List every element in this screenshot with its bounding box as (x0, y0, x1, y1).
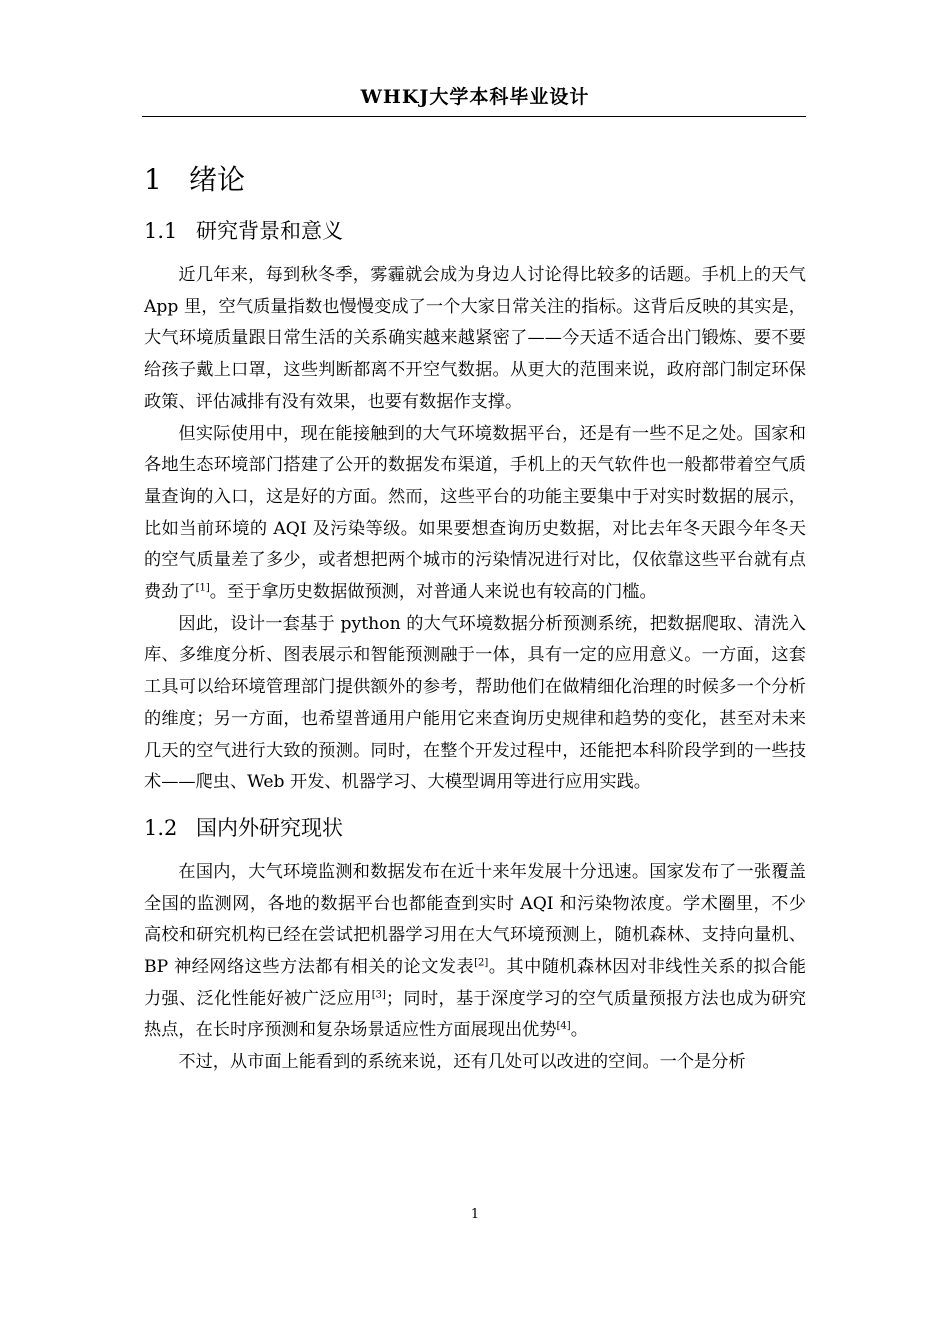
section-title: 国内外研究现状 (196, 815, 343, 840)
paragraph-text: 但实际使用中，现在能接触到的大气环境数据平台，还是有一些不足之处。国家和各地生态环境部门搭建了公开的数据发布渠道，手机上的天气软件也一般都带着空气质量查询的入口，这是好的方面。然而，这些平台的功能主要集中于对实时数据的展示，比如当前环境的 AQI 及污染等级。如果要想查询历史数据，对比去年冬天跟今年冬天的空气质量差了多少，或者想把两个城市的污染情况进行对比，仅依靠这些平台就有点费劲了 (144, 423, 806, 603)
citation-ref: [1] (195, 582, 210, 594)
citation-ref: [3] (371, 989, 386, 1001)
running-header: WHKJ大学本科毕业设计 (360, 86, 590, 108)
chapter-number: 1 (144, 163, 162, 196)
section-number: 1.2 (144, 815, 178, 840)
paragraph-text: 。其中随机森林因对非线性关系的拟合能力强、泛化性能好被广泛应用 (144, 957, 806, 1009)
section-heading-1-2 (144, 811, 806, 845)
chapter-title: 绪论 (189, 163, 246, 196)
page-number: 1 (470, 1207, 480, 1222)
citation-ref: [2] (474, 957, 489, 969)
paragraph-background: 近几年来，每到秋冬季，雾霾就会成为身边人讨论得比较多的话题。手机上的天气 App 里，空气质量指数也慢慢变成了一个大家日常关注的指标。这背后反映的其实是，大气环境质量跟日常生活的关系确实越来越紧密了——今天适不适合出门锻炼、要不要给孩子戴上口罩，这些判断都离不开空气数据。从更大的范围来说，政府部门制定环保政策、评估减排有没有效果，也要有数据作支撑。 (144, 265, 806, 412)
paragraph-text: ；同时，基于深度学习的空气质量预报方法也成为研究热点，在长时序预测和复杂场景适应性方面展现出优势 (144, 988, 806, 1041)
paragraph-improvement: 不过，从市面上能看到的系统来说，还有几处可以改进的空间。一个是分析 (178, 1052, 746, 1073)
citation-ref: [4] (556, 1020, 571, 1032)
section-title: 研究背景和意义 (196, 219, 343, 243)
section-heading-1-1 (144, 214, 806, 248)
paragraph-text: 。 (570, 1020, 588, 1041)
section-number: 1.1 (144, 219, 178, 243)
paragraph-platform-limitations (144, 419, 806, 609)
section-spacer (144, 799, 806, 811)
page-content (144, 150, 806, 1079)
header-rule (142, 116, 806, 117)
paragraph-domestic-research (144, 857, 806, 1047)
paragraph-text: 。至于拿历史数据做预测，对普通人来说也有较高的门槛。 (209, 582, 657, 603)
chapter-heading (144, 155, 806, 205)
paragraph-text: 在国内，大气环境监测和数据发布在近十来年发展十分迅速。国家发布了一张覆盖全国的监测网，各地的数据平台也都能查到实时 AQI 和污染物浓度。学术圈里，不少高校和研究机构已经在尝试把机器学习用在大气环境预测上，随机森林、支持向量机、BP 神经网络这些方法都有相关的论文发表 (144, 861, 806, 978)
paragraph-significance: 因此，设计一套基于 python 的大气环境数据分析预测系统，把数据爬取、清洗入库、多维度分析、图表展示和智能预测融于一体，具有一定的应用意义。一方面，这套工具可以给环境管理部门提供额外的参考，帮助他们在做精细化治理的时候多一个分析的维度；另一方面，也希望普通用户能用它来查询历史规律和趋势的变化，甚至对未来几天的空气进行大致的预测。同时，在整个开发过程中，还能把本科阶段学到的一些技术——爬虫、Web 开发、机器学习、大模型调用等进行应用实践。 (144, 613, 806, 793)
